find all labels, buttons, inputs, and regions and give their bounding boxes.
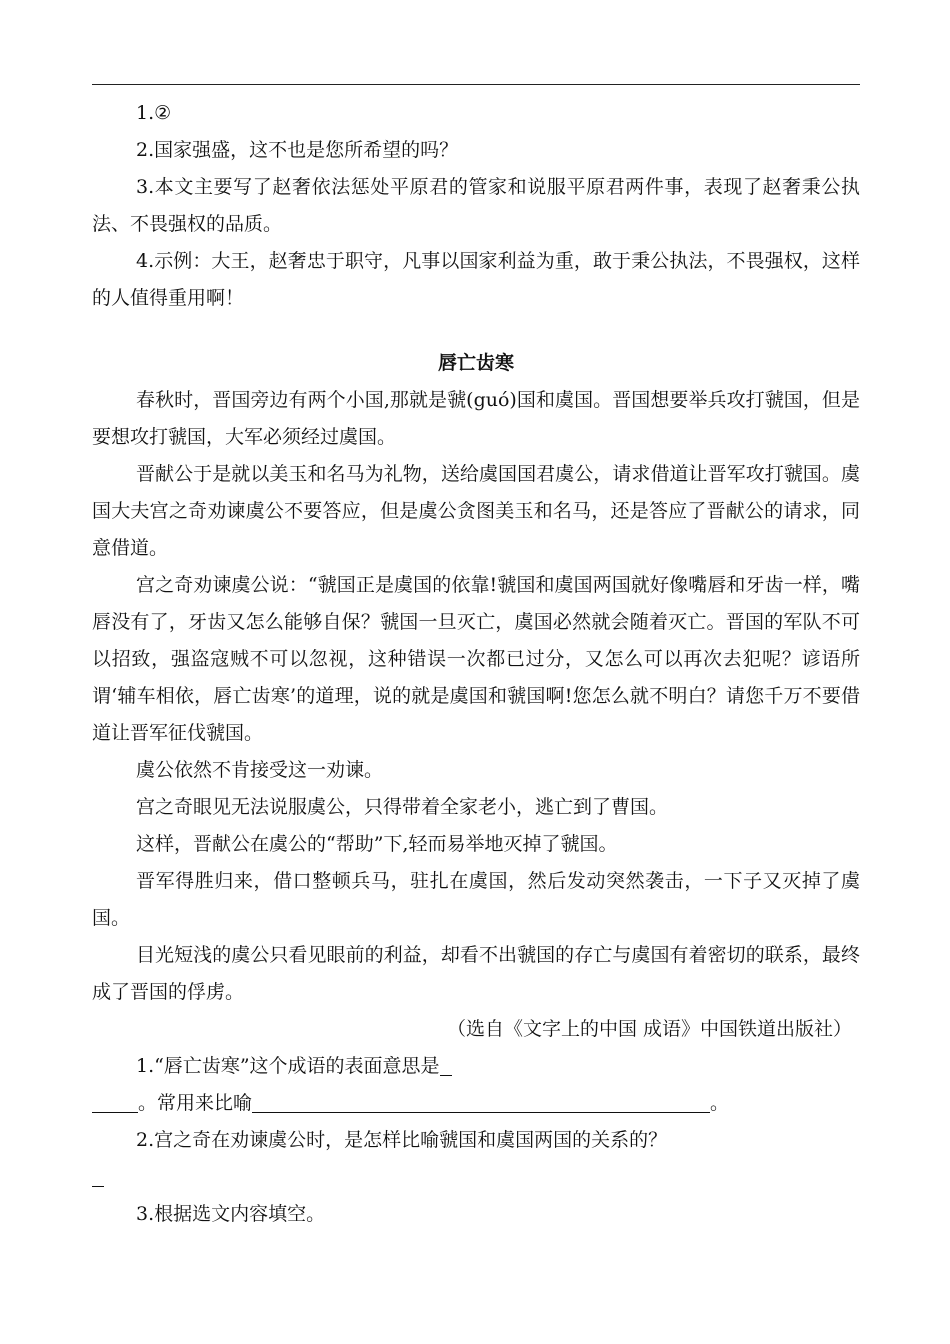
- story-paragraph-6: 这样，晋献公在虞公的“帮助”下,轻而易举地灭掉了虢国。: [136, 833, 618, 855]
- question-1-blank-c[interactable]: [252, 1090, 710, 1113]
- question-2: 2.宫之奇在劝谏虞公时，是怎样比喻虢国和虞国两国的关系的？: [136, 1129, 668, 1151]
- question-2-blank[interactable]: [92, 1164, 104, 1187]
- question-1-line-1: [92, 1048, 860, 1085]
- story-paragraph-8: 目光短浅的虞公只看见眼前的利益，却看不出虢国的存亡与虞国有着密切的联系，最终成了晋国的俘虏。: [92, 944, 860, 1003]
- question-1-metaphor-text: 。常用来比喻: [138, 1092, 253, 1114]
- answer-4: 4.示例：大王，赵奢忠于职守，凡事以国家利益为重，敢于秉公执法，不畏强权，这样的人值得重用啊！: [92, 250, 860, 309]
- question-1-blank-a[interactable]: [440, 1053, 452, 1076]
- question-1-blank-b[interactable]: [92, 1090, 138, 1113]
- story-paragraph-2: 晋献公于是就以美玉和名马为礼物，送给虞国国君虞公，请求借道让晋军攻打虢国。虞国大夫宫之奇劝谏虞公不要答应，但是虞公贪图美玉和名马，还是答应了晋献公的请求，同意借道。: [92, 463, 860, 559]
- answer-1: 1.②: [136, 102, 172, 124]
- story-paragraph-3: 宫之奇劝谏虞公说：“虢国正是虞国的依靠!虢国和虞国两国就好像嘴唇和牙齿一样，嘴唇没有了，牙齿又怎么能够自保？虢国一旦灭亡，虞国必然就会随着灭亡。晋国的军队不可以招致，强盗寇贼不可以忽视，这种错误一次都已过分，又怎么可以再次去犯呢？谚语所谓‘辅车相依，唇亡齿寒’的道理，说的就是虞国和虢国啊!您怎么就不明白？请您千万不要借道让晋军征伐虢国。: [92, 574, 860, 744]
- story-paragraph-1: 春秋时，晋国旁边有两个小国,那就是虢(guó)国和虞国。晋国想要举兵攻打虢国，但是要想攻打虢国，大军必须经过虞国。: [92, 389, 860, 448]
- answer-3: 3.本文主要写了赵奢依法惩处平原君的管家和说服平原君两件事，表现了赵奢秉公执法、不畏强权的品质。: [92, 176, 860, 235]
- question-2-answer-line: [92, 1159, 860, 1196]
- question-1-text: 1.“唇亡齿寒”这个成语的表面意思是: [136, 1055, 440, 1077]
- answer-2: 2.国家强盛，这不也是您所希望的吗？: [136, 139, 459, 161]
- question-1-end: 。: [710, 1092, 730, 1114]
- top-divider: [92, 84, 860, 85]
- story-paragraph-7: 晋军得胜归来，借口整顿兵马，驻扎在虞国，然后发动突然袭击，一下子又灭掉了虞国。: [92, 870, 860, 929]
- story-paragraph-4: 虞公依然不肯接受这一劝谏。: [136, 759, 384, 781]
- question-1-line-2: [92, 1085, 860, 1122]
- story-title: 唇亡齿寒: [437, 352, 514, 374]
- story-source: （选自《文字上的中国 成语》中国铁道出版社）: [446, 1018, 852, 1040]
- document-page: [92, 84, 860, 1233]
- story-paragraph-5: 宫之奇眼见无法说服虞公，只得带着全家老小，逃亡到了曹国。: [136, 796, 669, 818]
- question-3: 3.根据选文内容填空。: [136, 1203, 326, 1225]
